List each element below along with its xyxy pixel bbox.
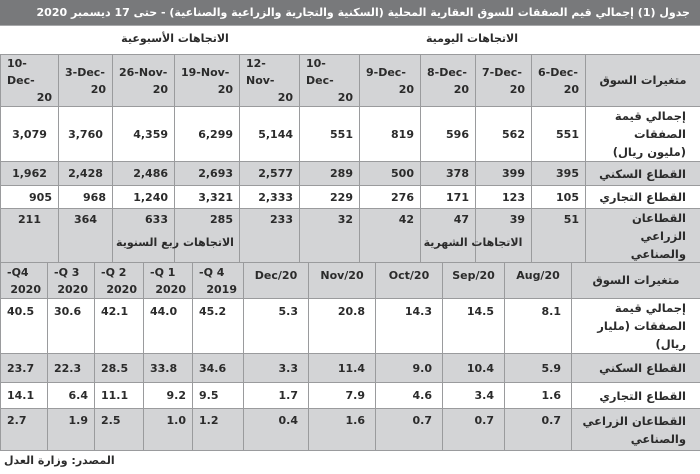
row-label: القطاع السكني (572, 354, 700, 383)
column-header: Oct/20 (376, 263, 443, 299)
cell: 633 (113, 209, 175, 264)
row-label: إجمالي قيمة الصفقات (مليون ريال) (586, 107, 700, 162)
cell: 10.4 (443, 354, 505, 383)
cell: 33.8 (144, 354, 193, 383)
cell: 2.7 (1, 409, 48, 451)
cell: 276 (360, 186, 421, 209)
column-header: -Q4 2020 (1, 263, 48, 299)
cell: 378 (421, 162, 476, 186)
row-label: القطاع التجاري (572, 383, 700, 409)
column-header: -Q 2 2020 (95, 263, 144, 299)
cell: 3.4 (443, 383, 505, 409)
cell: 30.6 (48, 299, 95, 354)
row-label: إجمالي قيمة الصفقات (مليار ريال) (572, 299, 700, 354)
cell: 3,321 (175, 186, 240, 209)
cell: 3.3 (244, 354, 309, 383)
cell: 1,240 (113, 186, 175, 209)
cell: 1.9 (48, 409, 95, 451)
column-header: Sep/20 (443, 263, 505, 299)
cell: 105 (532, 186, 586, 209)
cell: 14.3 (376, 299, 443, 354)
cell: 6,299 (175, 107, 240, 162)
cell: 0.7 (505, 409, 572, 451)
cell: 34.6 (193, 354, 244, 383)
cell: 42.1 (95, 299, 144, 354)
table-row (1, 383, 700, 409)
cell: 28.5 (95, 354, 144, 383)
column-header: 8-Dec- 20 (421, 55, 476, 107)
cell: 4,359 (113, 107, 175, 162)
cell: 9.0 (376, 354, 443, 383)
row-label: القطاع التجاري (586, 186, 700, 209)
cell: 5.9 (505, 354, 572, 383)
label-column-header: متغيرات السوق (572, 263, 700, 299)
table-row (1, 107, 700, 162)
column-header: 19-Nov- 20 (175, 55, 240, 107)
cell: 1,962 (1, 162, 59, 186)
label-column-header: متغيرات السوق (586, 55, 700, 107)
cell: 32 (300, 209, 360, 264)
column-header: Dec/20 (244, 263, 309, 299)
column-header: 9-Dec- 20 (360, 55, 421, 107)
cell: 44.0 (144, 299, 193, 354)
group-label-weekly: الاتجاهات الأسبوعية (121, 32, 229, 45)
daily-weekly-table (0, 54, 700, 264)
cell: 20.8 (309, 299, 376, 354)
cell: 233 (240, 209, 300, 264)
cell: 2,486 (113, 162, 175, 186)
cell: 289 (300, 162, 360, 186)
cell: 596 (421, 107, 476, 162)
cell: 3,079 (1, 107, 59, 162)
cell: 0.4 (244, 409, 309, 451)
group-label-monthly: الاتجاهات الشهرية (423, 236, 523, 249)
cell: 45.2 (193, 299, 244, 354)
cell: 11.1 (95, 383, 144, 409)
cell: 14.1 (1, 383, 48, 409)
cell: 23.7 (1, 354, 48, 383)
cell: 123 (476, 186, 532, 209)
cell: 5.3 (244, 299, 309, 354)
cell: 551 (300, 107, 360, 162)
row-label: القطاع السكني (586, 162, 700, 186)
cell: 9.2 (144, 383, 193, 409)
cell: 819 (360, 107, 421, 162)
cell: 905 (1, 186, 59, 209)
cell: 3,760 (59, 107, 113, 162)
cell: 171 (421, 186, 476, 209)
cell: 4.6 (376, 383, 443, 409)
cell: 211 (1, 209, 59, 264)
cell: 1.2 (193, 409, 244, 451)
table1-header-row (1, 55, 700, 107)
table2-header-row (1, 263, 700, 299)
column-header: Aug/20 (505, 263, 572, 299)
column-header: -Q 1 2020 (144, 263, 193, 299)
cell: 1.6 (309, 409, 376, 451)
cell: 2,428 (59, 162, 113, 186)
table-row (1, 299, 700, 354)
monthly-quarterly-table (0, 262, 700, 451)
column-header: 26-Nov- 20 (113, 55, 175, 107)
cell: 0.7 (443, 409, 505, 451)
cell: 47 (421, 209, 476, 264)
cell: 42 (360, 209, 421, 264)
column-header: 10-Dec- 20 (1, 55, 59, 107)
group-label-daily: الاتجاهات اليومية (425, 32, 519, 45)
cell: 51 (532, 209, 586, 264)
cell: 229 (300, 186, 360, 209)
column-header: 6-Dec- 20 (532, 55, 586, 107)
cell: 364 (59, 209, 113, 264)
cell: 40.5 (1, 299, 48, 354)
cell: 551 (532, 107, 586, 162)
cell: 9.5 (193, 383, 244, 409)
cell: 6.4 (48, 383, 95, 409)
cell: 1.0 (144, 409, 193, 451)
cell: 2,577 (240, 162, 300, 186)
cell: 5,144 (240, 107, 300, 162)
cell: 7.9 (309, 383, 376, 409)
cell: 8.1 (505, 299, 572, 354)
table-row (1, 186, 700, 209)
cell: 39 (476, 209, 532, 264)
table-row (1, 409, 700, 451)
column-header: Nov/20 (309, 263, 376, 299)
cell: 399 (476, 162, 532, 186)
cell: 500 (360, 162, 421, 186)
group-label-quarterly: الاتجاهات ربع السنوية (116, 236, 234, 249)
table-row (1, 162, 700, 186)
cell: 11.4 (309, 354, 376, 383)
column-header: 7-Dec- 20 (476, 55, 532, 107)
cell: 285 (175, 209, 240, 264)
column-header: -Q 3 2020 (48, 263, 95, 299)
cell: 562 (476, 107, 532, 162)
column-header: 12-Nov- 20 (240, 55, 300, 107)
cell: 14.5 (443, 299, 505, 354)
column-header: 3-Dec- 20 (59, 55, 113, 107)
cell: 2,693 (175, 162, 240, 186)
row-label: القطاعان الزراعي والصناعي (586, 209, 700, 264)
cell: 2.5 (95, 409, 144, 451)
cell: 1.6 (505, 383, 572, 409)
column-header: -Q 4 2019 (193, 263, 244, 299)
cell: 2,333 (240, 186, 300, 209)
cell: 0.7 (376, 409, 443, 451)
row-label: القطاعان الزراعي والصناعي (572, 409, 700, 451)
table-title: جدول (1) إجمالي قيم الصفقات للسوق العقارية المحلية (السكنية والتجارية والزراعية والصناعية) - حتى 17 ديسمبر 2020 (0, 0, 700, 26)
cell: 1.7 (244, 383, 309, 409)
source-note: المصدر: وزارة العدل (4, 454, 115, 467)
column-header: 10-Dec- 20 (300, 55, 360, 107)
table-row (1, 354, 700, 383)
cell: 22.3 (48, 354, 95, 383)
cell: 395 (532, 162, 586, 186)
cell: 968 (59, 186, 113, 209)
